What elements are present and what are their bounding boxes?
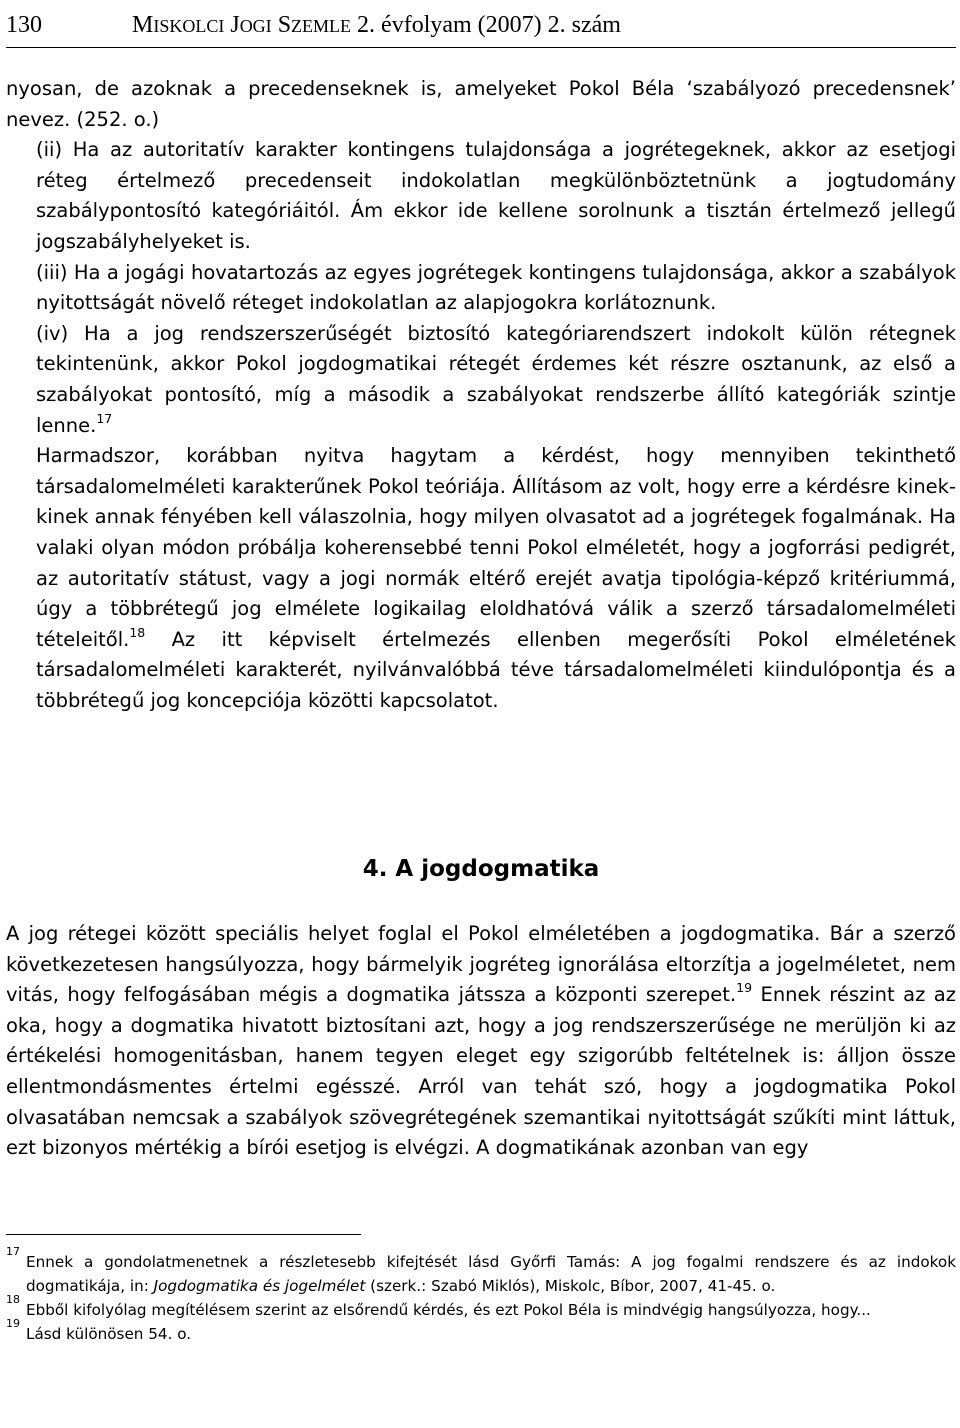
paragraph-thirdly-text-a: Harmadszor, korábban nyitva hagytam a kérdést, hogy mennyiben tekinthető társadalomelméleti karakterűnek Pokol teóriája. Állításom az volt, hogy erre a kérdésre kinek-kinek annak fényében kell válaszolnia, hogy milyen olvasatot ad a jogrétegek fogalmának. Ha valaki olyan módon próbálja koherensebbé tenni Pokol elméletét, hogy a jogforrási pedigrét, az autoritatív státust, vagy a jogi normák eltérő erejét avatja tipológia-képző kritériummá, úgy a többrétegű jog elmélete logikailag eloldhatóvá válik a szerző társadalomelméleti tételeitől. <box>36 444 956 651</box>
footnote-19 <box>6 1317 956 1346</box>
footnote-text: Ebből kifolyólag megítélésem szerint az elsőrendű kérdés, és ezt Pokol Béla is mindvégig hangsúlyozza, hogy... <box>26 1301 871 1320</box>
journal-title-j: J <box>230 12 240 38</box>
footnote-ref-17[interactable]: 17 <box>96 410 113 426</box>
paragraph-jogdogmatika-text-a: A jog rétegei között speciális helyet foglal el Pokol elméletében a jogdogmatika. Bár a szerző következetesen hangsúlyozza, hogy bármelyik jogréteg ignorálása eltorzítja a jogelméletet, nem vitás, hogy felfogásában mégis a dogmatika játssza a központi szerepet. <box>6 922 956 1007</box>
journal-title-m: M <box>132 12 154 38</box>
document-page <box>6 0 956 1428</box>
cited-title: Jogdogmatika és jogelmélet <box>153 1277 366 1296</box>
footnote-text: Lásd különösen 54. o. <box>26 1325 192 1344</box>
footnotes <box>6 1245 956 1346</box>
journal-issue: 2. évfolyam (2007) 2. szám <box>357 12 621 38</box>
header-rule <box>6 47 956 48</box>
footnote-17 <box>6 1245 956 1298</box>
paragraph-ii: (ii) Ha az autoritatív karakter kontingens tulajdonsága a jogrétegeknek, akkor az esetjogi réteg értelmező precedenseit indokolatlan megkülönböztetnünk a jogtudomány szabálypontosító kategóriáitól. Ám ekkor ide kellene sorolnunk a tisztán értelmező jellegű jogszabályhelyeket is. <box>36 138 956 253</box>
body-text-lower <box>6 919 956 1164</box>
footnote-text: Ennek a gondolatmenetnek a részletesebb kifejtését lásd Győrfi Tamás: A jog fogalmi rendszere és az indokok dogmatikája, in: <box>26 1253 956 1296</box>
footnote-ref-19[interactable]: 19 <box>736 980 753 996</box>
journal-title-s: S <box>277 12 292 38</box>
footnote-ref-18[interactable]: 18 <box>129 624 146 640</box>
paragraph-continuation: nyosan, de azoknak a precedenseknek is, amelyeket Pokol Béla ‘szabályozó precedensnek’ nevez. (252. o.) <box>6 77 956 131</box>
journal-title-iskolci: ISKOLCI <box>153 16 225 36</box>
journal-title-zemle: ZEMLE <box>291 16 352 36</box>
footnote-18 <box>6 1293 956 1322</box>
footnote-number: 18 <box>6 1293 20 1307</box>
footnote-text: (szerk.: Szabó Miklós), Miskolc, Bíbor, 2007, 41-45. o. <box>365 1277 776 1296</box>
paragraph-jogdogmatika <box>6 919 956 1164</box>
section-heading: 4. A jogdogmatika <box>362 856 600 882</box>
running-header <box>6 8 956 42</box>
journal-title <box>132 8 621 43</box>
footnote-number: 19 <box>6 1317 20 1331</box>
paragraph-iv <box>6 319 956 441</box>
paragraph-thirdly <box>6 441 956 716</box>
page-number: 130 <box>6 12 42 38</box>
paragraph-jogdogmatika-text-b: Ennek részint az az oka, hogy a dogmatika hivatott biztosítani azt, hogy a jog rendszerszerűsége ne merüljön ki az értékelési homogenitásban, hanem tegyen eleget egy szigorúbb feltételnek is: álljon össze ellentmondásmentes értelmi egésszé. Arról van tehát szó, hogy a jogdogmatika Pokol olvasatában nemcsak a szabályok szövegrétegének szemantikai nyitottságát szűkíti mint láttuk, ezt bizonyos mértékig a bírói esetjog is elvégzi. A dogmatikának azonban van egy <box>6 983 956 1160</box>
paragraph-iv-text: (iv) Ha a jog rendszerszerűségét biztosító kategóriarendszert indokolt külön rétegnek tekintenünk, akkor Pokol jogdogmatikai rétegét érdemes két részre osztanunk, az első a szabályokat pontosító, míg a második a szabályokat rendszerbe állító kategóriák szintje lenne. <box>36 321 956 437</box>
footnote-separator <box>6 1234 361 1235</box>
paragraph-iii: (iii) Ha a jogági hovatartozás az egyes jogrétegek kontingens tulajdonsága, akkor a szabályok nyitottságát növelő réteget indokolatlan az alapjogokra korlátoznunk. <box>36 260 956 315</box>
journal-title-ogi: OGI <box>239 16 272 36</box>
footnote-number: 17 <box>6 1245 20 1258</box>
paragraph-thirdly-text-b: Az itt képviselt értelmezés ellenben megerősíti Pokol elméletének társadalomelméleti karakterét, nyilvánvalóbbá téve társadalomelméleti kiindulópontja és a többrétegű jog koncepciója közötti kapcsolatot. <box>36 627 956 712</box>
body-text-upper <box>6 74 956 716</box>
